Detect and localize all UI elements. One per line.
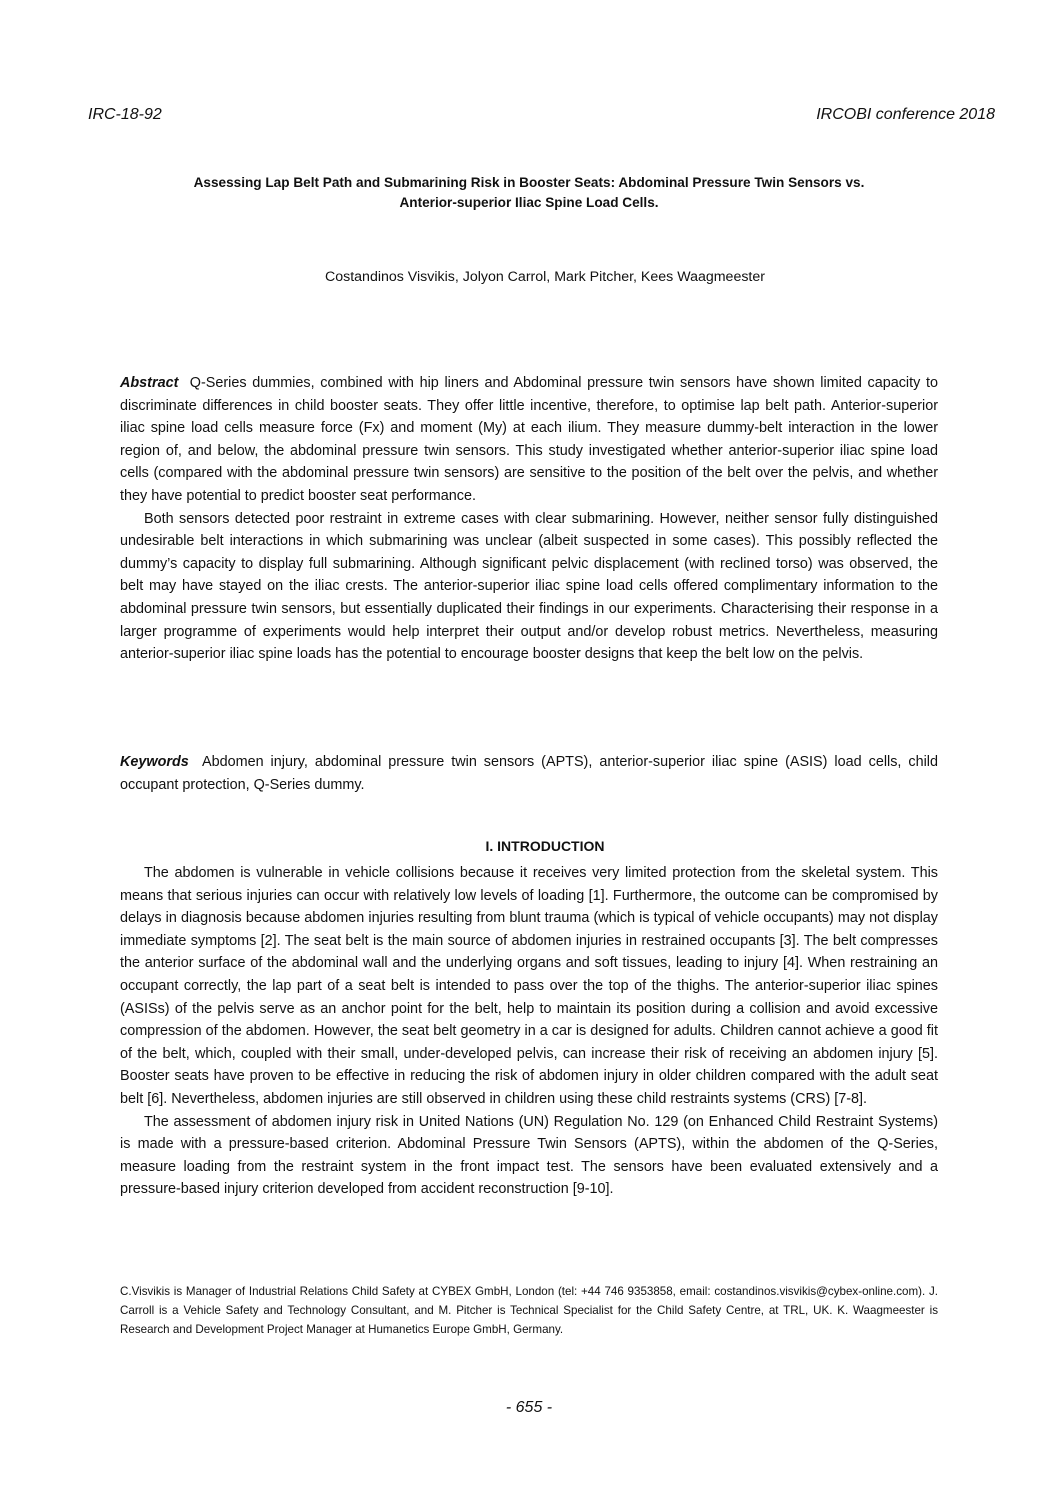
paper-title-line-2: Anterior-superior Iliac Spine Load Cells. <box>399 195 659 210</box>
introduction-section <box>120 862 938 1201</box>
introduction-paragraph-2: The assessment of abdomen injury risk in United Nations (UN) Regulation No. 129 (on Enhanced Child Restraint Systems) is made with a pressure-based criterion. Abdominal Pressure Twin Sensors (APTS), within the abdomen of the Q-Series, measure loading from the restraint system in the front impact test. The sensors have been evaluated extensively and a pressure-based injury criterion developed from accident reconstruction [9-10]. <box>120 1113 938 1198</box>
abstract-section <box>120 372 938 666</box>
keywords-paragraph <box>120 751 938 796</box>
author-list: Costandinos Visvikis, Jolyon Carrol, Mark Pitcher, Kees Waagmeester <box>325 269 765 285</box>
running-header-conference: IRCOBI conference 2018 <box>816 106 995 123</box>
keywords-section <box>120 751 938 796</box>
abstract-paragraph-2: Both sensors detected poor restraint in extreme cases with clear submarining. However, neither sensor fully distinguished undesirable belt interactions in which submarining was unclear (albeit suspected in some cases). This possibly reflected the dummy’s capacity to display full submarining. Although significant pelvic displacement (with reclined torso) was observed, the belt may have stayed on the iliac crests. The anterior-superior iliac spine load cells offered complimentary information to the abdominal pressure twin sensors, but essentially duplicated their findings in our experiments. Characterising their response in a larger programme of experiments would help interpret their output and/or develop robust metrics. Nevertheless, measuring anterior-superior iliac spine loads has the potential to encourage booster designs that keep the belt low on the pelvis. <box>120 510 938 663</box>
paper-title-line-1: Assessing Lap Belt Path and Submarining Risk in Booster Seats: Abdominal Pressure Twin Sensors vs. <box>193 175 865 190</box>
page-number: - 655 - <box>505 1399 553 1416</box>
author-affiliation-footnote: C.Visvikis is Manager of Industrial Relations Child Safety at CYBEX GmbH, London (tel: +44 746 9353858, email: costandinos.visvikis@cybex-online.com). J. Carroll is a Vehicle Safety and Technology Consultant, and M. Pitcher is Technical Specialist for the Child Safety Centre, at TRL, UK. K. Waagmeester is Research and Development Project Manager at Humanetics Europe GmbH, Germany. <box>120 1285 938 1336</box>
paper-title <box>120 173 938 213</box>
introduction-heading: I. INTRODUCTION <box>485 838 605 854</box>
abstract-label: Abstract <box>120 375 179 391</box>
introduction-paragraph-1: The abdomen is vulnerable in vehicle collisions because it receives very limited protection from the skeletal system. This means that serious injuries can occur with relatively low levels of loading [1]. Furthermore, the outcome can be compromised by delays in diagnosis because abdomen injuries resulting from blunt trauma (which is typical of vehicle occupants) may not display immediate symptoms [2]. The seat belt is the main source of abdomen injuries in restrained occupants [3]. The belt compresses the anterior surface of the abdominal wall and the underlying organs and soft tissues, leading to injury [4]. When restraining an occupant correctly, the lap part of a seat belt is intended to pass over the top of the thighs. The anterior-superior iliac spines (ASISs) of the pelvis serve as an anchor point for the belt, help to maintain its position during a collision and avoid excessive compression of the abdomen. However, the seat belt geometry in a car is designed for adults. Children cannot achieve a good fit of the belt, which, coupled with their small, under-developed pelvis, can increase their risk of receiving an abdomen injury [5]. Booster seats have proven to be effective in reducing the risk of abdomen injury in older children compared with the adult seat belt [6]. Nevertheless, abdomen injuries are still observed in children using these child restraints systems (CRS) [7-8]. <box>120 865 938 1107</box>
keywords-label: Keywords <box>120 754 189 770</box>
abstract-text-1: Q-Series dummies, combined with hip liners and Abdominal pressure twin sensors have shown limited capacity to discriminate differences in child booster seats. They offer little incentive, therefore, to optimise lap belt path. Anterior-superior iliac spine load cells measure force (Fx) and moment (My) at each ilium. They measure dummy-belt interaction in the lower region of, and below, the abdominal pressure twin sensors. This study investigated whether anterior-superior iliac spine load cells (compared with the abdominal pressure twin sensors) are sensitive to the position of the belt over the pelvis, and whether they have potential to predict booster seat performance. <box>120 375 938 504</box>
abstract-paragraph-1 <box>120 372 938 508</box>
running-header-paper-id: IRC-18-92 <box>88 106 162 123</box>
keywords-text: Abdomen injury, abdominal pressure twin sensors (APTS), anterior-superior iliac spine (ASIS) load cells, child occupant protection, Q-Series dummy. <box>120 754 938 793</box>
